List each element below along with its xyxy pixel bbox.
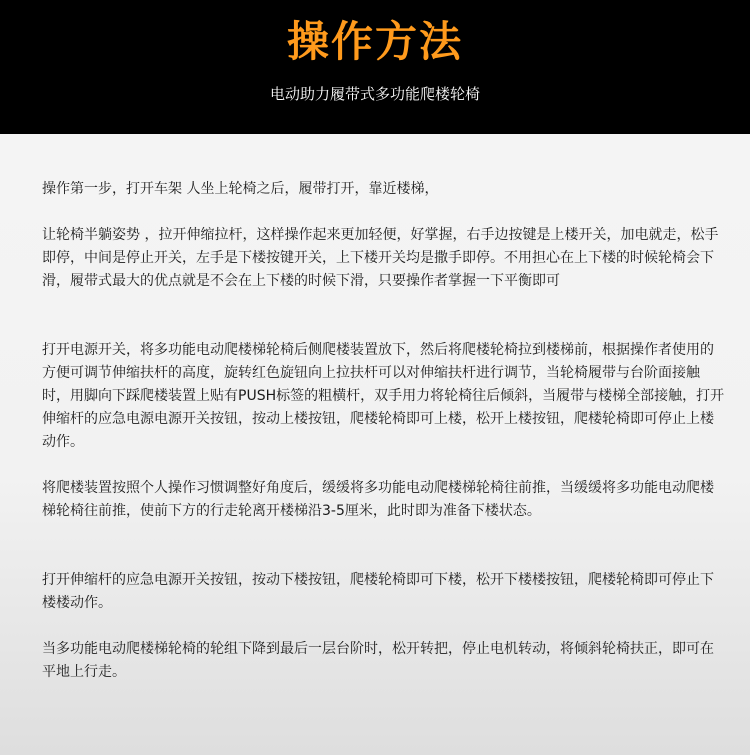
step-paragraph-6: 当多功能电动爬楼梯轮椅的轮组下降到最后一层台阶时，松开转把，停止电机转动，将倾斜轮椅扶正，即可在平地上行走。 (42, 641, 714, 680)
page-subtitle: 电动助力履带式多功能爬楼轮椅 (269, 85, 480, 103)
step-paragraph-2: 让轮椅半躺姿势 ，拉开伸缩拉杆，这样操作起来更加轻便，好掌握，右手边按键是上楼开关，加电就走，松手即停，中间是停止开关，左手是下楼按键开关，上下楼开关均是撒手即停。不用担心在上下楼的时候轮椅会下滑，履带式最大的优点就是不会在上下楼的时候下滑，只要操作者掌握一下平衡即可 (42, 227, 719, 289)
step-paragraph-4: 将爬楼装置按照个人操作习惯调整好角度后，缓缓将多功能电动爬楼梯轮椅往前推，当缓缓将多功能电动爬楼梯轮椅往前推，使前下方的行走轮离开楼梯沿3-5厘米，此时即为准备下楼状态。 (42, 480, 714, 519)
page-title: 操作方法 (286, 17, 463, 66)
instructions-body (0, 134, 750, 755)
step-paragraph-1: 操作第一步，打开车架 人坐上轮椅之后，履带打开，靠近楼梯， (42, 181, 439, 197)
step-paragraph-5: 打开伸缩杆的应急电源开关按钮，按动下楼按钮，爬楼轮椅即可下楼，松开下楼楼按钮，爬楼轮椅即可停止下楼楼动作。 (42, 572, 714, 611)
header-banner (0, 0, 750, 134)
step-paragraph-3: 打开电源开关，将多功能电动爬楼梯轮椅后侧爬楼装置放下，然后将爬楼轮椅拉到楼梯前，根据操作者使用的方便可调节伸缩扶杆的高度，旋转红色旋钮向上拉扶杆可以对伸缩扶杆进行调节，当轮椅履带与台阶面接触时，用脚向下踩爬楼装置上贴有PUSH标签的粗横杆，双手用力将轮椅往后倾斜，当履带与楼梯全部接触，打开伸缩杆的应急电源电源开关按钮，按动上楼按钮，爬楼轮椅即可上楼，松开上楼按钮，爬楼轮椅即可停止上楼动作。 (42, 342, 725, 450)
